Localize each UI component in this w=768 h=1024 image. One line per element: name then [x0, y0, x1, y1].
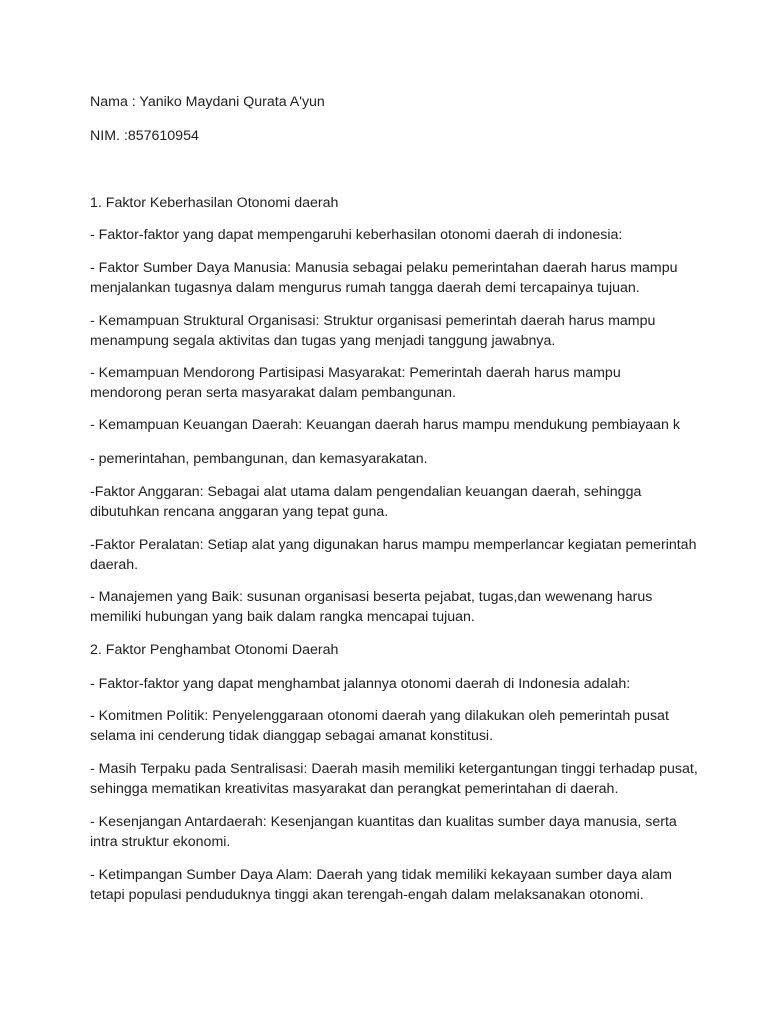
paragraph-line: dibutuhkan rencana anggaran yang tepat guna.	[90, 504, 389, 520]
section1-item-struktural	[90, 311, 690, 351]
section1-item-pemerintahan	[90, 449, 690, 469]
section2-item-sentralisasi	[90, 759, 698, 799]
section1-heading: 1. Faktor Keberhasilan Otonomi daerah	[90, 195, 339, 211]
paragraph-line: - Kesenjangan Antardaerah: Kesenjangan kuantitas dan kualitas sumber daya manusia, serta	[90, 814, 677, 830]
paragraph-line: menjalankan tugasnya dalam mengurus rumah tangga daerah demi tercapainya tujuan.	[90, 280, 640, 296]
paragraph-line: - Ketimpangan Sumber Daya Alam: Daerah yang tidak memiliki kekayaan sumber daya alam	[90, 867, 672, 883]
section1-item-peralatan	[90, 535, 697, 575]
paragraph-line: - Masih Terpaku pada Sentralisasi: Daerah masih memiliki ketergantungan tinggi terhadap pusat,	[90, 761, 698, 777]
paragraph-line: tetapi populasi penduduknya tinggi akan terengah-engah dalam melaksanakan otonomi.	[90, 887, 644, 903]
section2-item-ketimpangan	[90, 865, 690, 905]
student-name: Nama : Yaniko Maydani Qurata A'yun	[90, 94, 325, 110]
paragraph-line: -Faktor Peralatan: Setiap alat yang digunakan harus mampu memperlancar kegiatan pemerintah	[90, 537, 697, 553]
section1-item-keuangan	[90, 415, 690, 435]
paragraph-line: - Faktor Sumber Daya Manusia: Manusia sebagai pelaku pemerintahan daerah harus mampu	[90, 260, 678, 276]
section2-item-komitmen	[90, 706, 690, 746]
section1-item-manajemen	[90, 587, 690, 627]
paragraph-line: memiliki hubungan yang baik dalam rangka mencapai tujuan.	[90, 609, 475, 625]
section1-item-partisipasi	[90, 363, 690, 403]
section1-item-anggaran	[90, 482, 690, 522]
paragraph-line: selama ini cenderung tidak dianggap sebagai amanat konstitusi.	[90, 728, 494, 744]
paragraph-line: - Kemampuan Keuangan Daerah: Keuangan daerah harus mampu mendukung pembiayaan k	[90, 417, 680, 433]
section2-heading: 2. Faktor Penghambat Otonomi Daerah	[90, 642, 339, 658]
student-nim: NIM. :857610954	[90, 128, 199, 144]
paragraph-line: daerah.	[90, 557, 139, 573]
paragraph-line: mendorong peran serta masyarakat dalam pembangunan.	[90, 385, 456, 401]
paragraph-line: - Kemampuan Mendorong Partisipasi Masyarakat: Pemerintah daerah harus mampu	[90, 365, 621, 381]
section2-item-kesenjangan	[90, 812, 690, 852]
paragraph-line: - pemerintahan, pembangunan, dan kemasyarakatan.	[90, 451, 428, 467]
section1-item-sdm	[90, 258, 690, 298]
paragraph-line: - Kemampuan Struktural Organisasi: Struktur organisasi pemerintah daerah harus mampu	[90, 313, 656, 329]
section2-intro: - Faktor-faktor yang dapat menghambat jalannya otonomi daerah di Indonesia adalah:	[90, 676, 631, 692]
paragraph-line: - Komitmen Politik: Penyelenggaraan otonomi daerah yang dilakukan oleh pemerintah pusat	[90, 708, 669, 724]
paragraph-line: intra struktur ekonomi.	[90, 834, 231, 850]
paragraph-line: sehingga mematikan kreativitas masyarakat dan perangkat pemerintahan di daerah.	[90, 781, 619, 797]
paragraph-line: -Faktor Anggaran: Sebagai alat utama dalam pengendalian keuangan daerah, sehingga	[90, 484, 642, 500]
section1-intro: - Faktor-faktor yang dapat mempengaruhi keberhasilan otonomi daerah di indonesia:	[90, 227, 623, 243]
paragraph-line: menampung segala aktivitas dan tugas yang menjadi tanggung jawabnya.	[90, 333, 556, 349]
paragraph-line: - Manajemen yang Baik: susunan organisasi beserta pejabat, tugas,dan wewenang harus	[90, 589, 653, 605]
